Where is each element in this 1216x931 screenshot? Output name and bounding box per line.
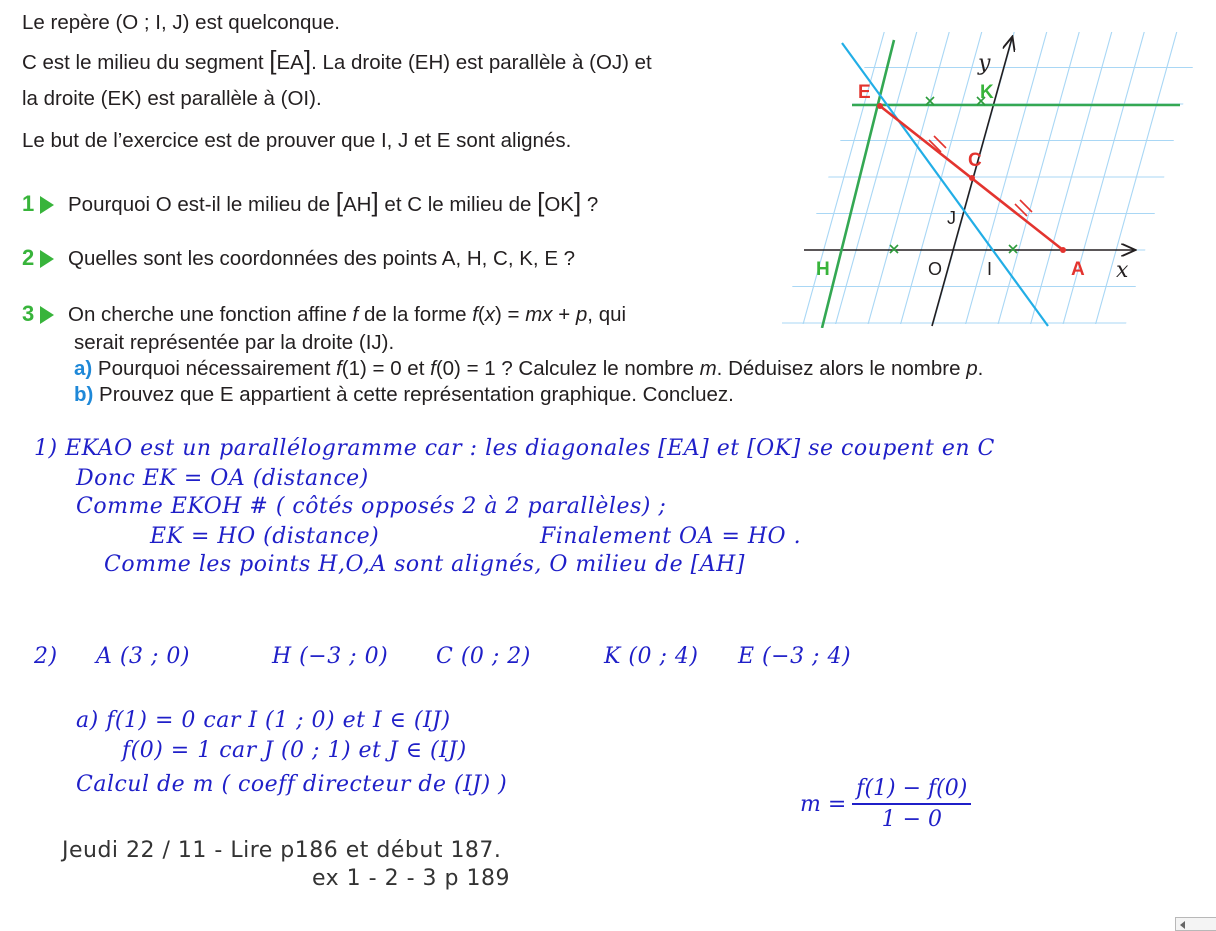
label-A: A: [1071, 259, 1085, 280]
hw-homework-exercises: ex 1 - 2 - 3 p 189: [312, 866, 510, 891]
scroll-left-arrow-icon[interactable]: [1180, 921, 1185, 929]
question-number-badge: 1: [22, 192, 68, 216]
label-J: J: [947, 208, 956, 228]
hw-a-line-1: a) f(1) = 0 car I (1 ; 0) et I ∈ (IJ): [76, 708, 451, 733]
label-K: K: [980, 82, 994, 103]
hw-line-4b: Finalement OA = HO .: [540, 524, 802, 549]
hw-line-1: 1) EKAO est un parallélogramme car : les diagonales [EA] et [OK] se coupent en C: [34, 436, 995, 461]
question-number-badge: 2: [22, 246, 68, 270]
label-y: y: [978, 51, 991, 76]
hw-line-3: Comme EKOH # ( côtés opposés 2 à 2 parallèles) ;: [76, 494, 667, 519]
intro-line-2: C est le milieu du segment [EA]. La droite (EH) est parallèle à (OJ) et: [22, 45, 652, 75]
hw-slope-formula: m = $\frac{f(1) - f(0)}{1 - 0}$: [800, 776, 971, 832]
label-O: O: [928, 259, 943, 279]
intro-line-4: Le but de l’exercice est de prouver que I, J et E sont alignés.: [22, 129, 572, 152]
hw-q2-number: 2): [34, 644, 58, 669]
question-2: 2 Quelles sont les coordonnées des points A, H, C, K, E ?: [22, 245, 576, 270]
question-3: 3 On cherche une fonction affine f de la forme f(x) = mx + p, qui: [22, 301, 627, 326]
hw-a-line-3: Calcul de m ( coeff directeur de (IJ) ): [76, 772, 508, 797]
intro-line-1: Le repère (O ; I, J) est quelconque.: [22, 11, 340, 34]
hw-homework-note: Jeudi 22 / 11 - Lire p186 et début 187.: [62, 838, 502, 863]
question-3-line-2: serait représentée par la droite (IJ).: [74, 331, 395, 354]
question-3a: a) Pourquoi nécessairement f(1) = 0 et f(0) = 1 ? Calculez le nombre m. Déduisez alors le nombre p.: [74, 357, 984, 380]
label-x: x: [1116, 258, 1129, 283]
horizontal-scrollbar[interactable]: [1175, 917, 1216, 931]
hw-coord-C: C (0 ; 2): [436, 644, 531, 669]
label-E: E: [858, 82, 871, 103]
hw-line-2: Donc EK = OA (distance): [76, 466, 369, 491]
intro-line-3: la droite (EK) est parallèle à (OI).: [22, 87, 322, 110]
hw-coord-K: K (0 ; 4): [604, 644, 699, 669]
hw-a-line-2: f(0) = 1 car J (0 ; 1) et J ∈ (IJ): [122, 738, 467, 763]
label-H: H: [816, 259, 830, 280]
hw-coord-A: A (3 ; 0): [96, 644, 190, 669]
label-C: C: [968, 150, 982, 171]
question-number-badge: 3: [22, 302, 68, 326]
label-I: I: [987, 259, 993, 279]
hw-coord-H: H (−3 ; 0): [272, 644, 389, 669]
hw-line-5: Comme les points H,O,A sont alignés, O milieu de [AH]: [104, 552, 745, 577]
hw-line-4: EK = HO (distance): [150, 524, 380, 549]
question-1: 1 Pourquoi O est-il le milieu de [AH] et C le milieu de [OK] ?: [22, 187, 599, 217]
question-3b: b) Prouvez que E appartient à cette représentation graphique. Concluez.: [74, 383, 734, 406]
hw-coord-E: E (−3 ; 4): [738, 644, 852, 669]
